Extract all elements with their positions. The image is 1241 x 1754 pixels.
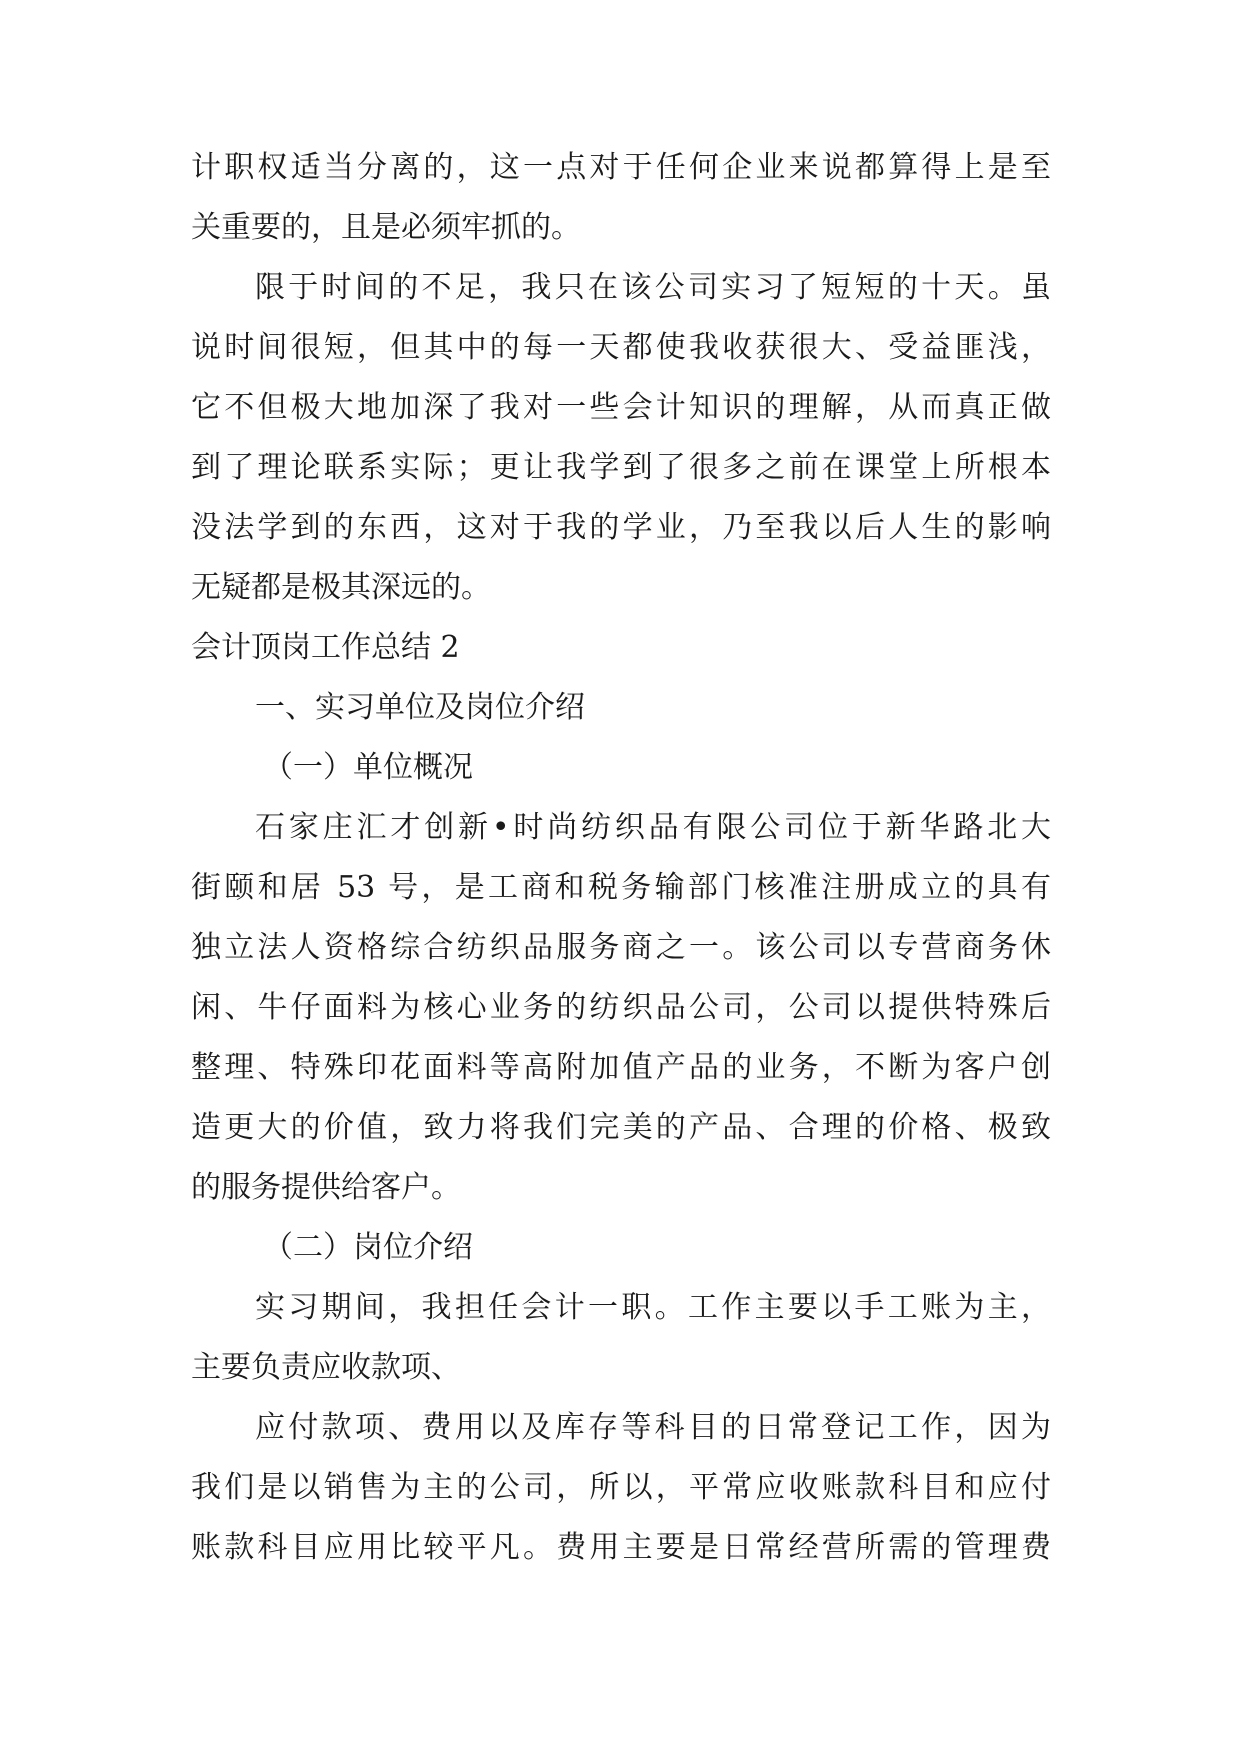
- text-line: 说时间很短，但其中的每一天都使我收获很大、受益匪浅，: [191, 330, 1051, 365]
- paragraph-first-line: 石家庄汇才创新•时尚纺织品有限公司位于新华路北大: [255, 810, 1051, 845]
- text-line: 它不但极大地加深了我对一些会计知识的理解，从而真正做: [191, 390, 1051, 425]
- section-title: 会计顶岗工作总结 2: [191, 630, 460, 665]
- subsection-heading: （一）单位概况: [263, 750, 473, 785]
- text-line: 独立法人资格综合纺织品服务商之一。该公司以专营商务休: [191, 930, 1051, 965]
- text-line: 无疑都是极其深远的。: [191, 570, 491, 605]
- text-line: 账款科目应用比较平凡。费用主要是日常经营所需的管理费: [191, 1530, 1051, 1565]
- text-line: 的服务提供给客户。: [191, 1170, 461, 1205]
- text-line: 到了理论联系实际；更让我学到了很多之前在课堂上所根本: [191, 450, 1051, 485]
- text-line: 闲、牛仔面料为核心业务的纺织品公司，公司以提供特殊后: [191, 990, 1051, 1025]
- text-line: 街颐和居 53 号，是工商和税务输部门核准注册成立的具有: [191, 870, 1051, 905]
- text-line: 关重要的，且是必须牢抓的。: [191, 210, 581, 245]
- text-line: 计职权适当分离的，这一点对于任何企业来说都算得上是至: [191, 150, 1051, 185]
- paragraph-first-line: 限于时间的不足，我只在该公司实习了短短的十天。虽: [255, 270, 1051, 305]
- text-line: 整理、特殊印花面料等高附加值产品的业务，不断为客户创: [191, 1050, 1051, 1085]
- paragraph-first-line: 实习期间，我担任会计一职。工作主要以手工账为主，: [255, 1290, 1051, 1325]
- section-heading: 一、实习单位及岗位介绍: [255, 690, 585, 725]
- text-line: 造更大的价值，致力将我们完美的产品、合理的价格、极致: [191, 1110, 1051, 1145]
- paragraph-first-line: 应付款项、费用以及库存等科目的日常登记工作，因为: [255, 1410, 1051, 1445]
- text-line: 我们是以销售为主的公司，所以，平常应收账款科目和应付: [191, 1470, 1051, 1505]
- text-line: 主要负责应收款项、: [191, 1350, 461, 1385]
- text-line: 没法学到的东西，这对于我的学业，乃至我以后人生的影响: [191, 510, 1051, 545]
- subsection-heading: （二）岗位介绍: [263, 1230, 473, 1265]
